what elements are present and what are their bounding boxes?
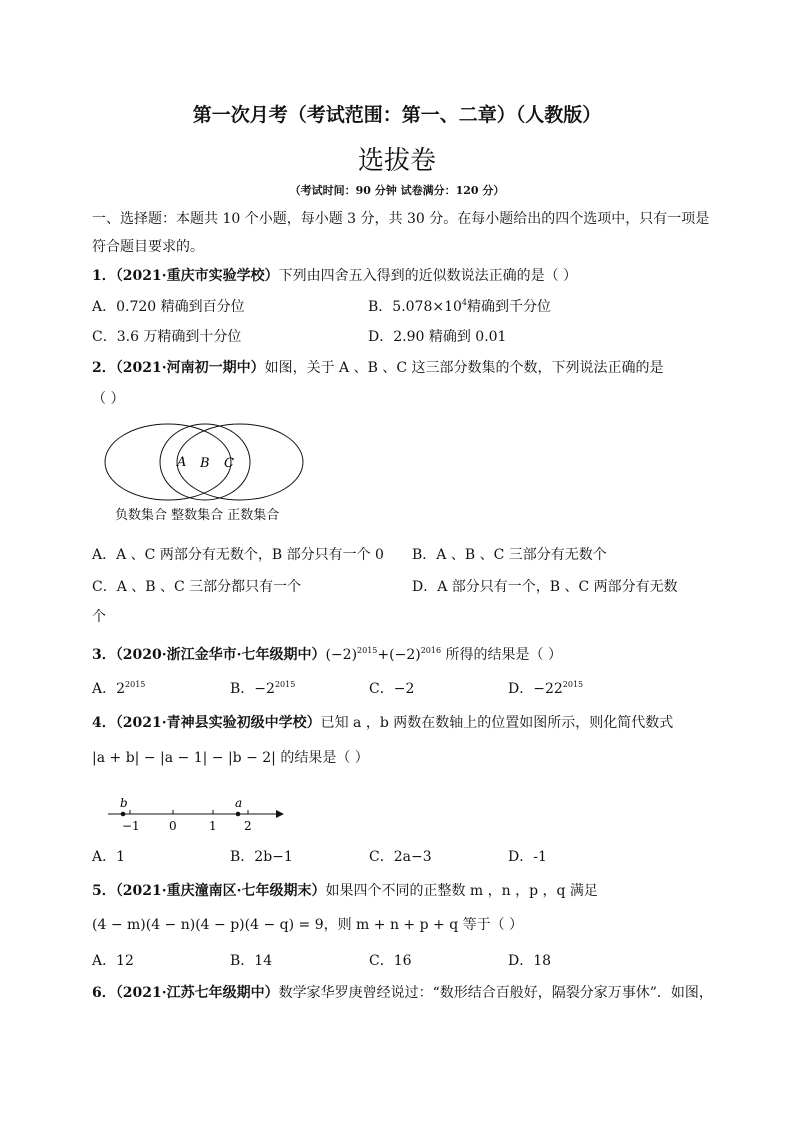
option-d: D．-1: [508, 849, 547, 865]
venn-label-b: B: [200, 456, 210, 471]
question-expression: (4 − m)(4 − n)(4 − p)(4 − q) = 9，则 m + n + p + q 等于（ ）: [92, 917, 524, 933]
question-stem: 如图，关于 A 、B 、C 这三部分数集的个数，下列说法正确的是: [264, 360, 664, 376]
tick-label: 2: [244, 819, 252, 833]
point-a: [236, 812, 241, 817]
arrow-right-icon: [276, 810, 284, 818]
question-5: [92, 881, 598, 901]
tick-label: 0: [169, 819, 177, 833]
question-expression: |a + b| − |a − 1| − |b − 2| 的结果是（ ）: [92, 750, 369, 766]
question-number: 3．: [92, 647, 116, 663]
question-source: （2021·江苏七年级期中）: [115, 985, 279, 1001]
question-1: [92, 266, 577, 286]
venn-circle-positive: [177, 424, 303, 500]
option-a: A．12: [92, 953, 134, 969]
question-stem: 数学家华罗庚曾经说过：“数形结合百般好，隔裂分家万事休”．如图，: [278, 985, 713, 1001]
tick-label: −1: [122, 819, 140, 833]
option-b: B．$-2^{2015}$: [230, 680, 296, 697]
label-b: b: [120, 796, 128, 810]
page-title: 第一次月考（考试范围：第一、二章）（人教版）: [192, 104, 602, 126]
option-d: D．A 部分只有一个，B 、C 两部分有无数: [412, 579, 678, 595]
tick-label: 1: [209, 819, 217, 833]
question-number: 5．: [92, 883, 116, 899]
page-subtitle: 选拔卷: [357, 146, 436, 176]
option-d: D．2.90 精确到 0.01: [368, 329, 507, 345]
question-source: （2020·浙江金华市·七年级期中）: [115, 647, 326, 663]
option-c: C．2a−3: [369, 849, 432, 865]
option-a: A．1: [92, 849, 126, 865]
venn-caption: 负数集合 整数集合 正数集合: [115, 508, 280, 523]
venn-circle-negative: [105, 424, 231, 500]
point-b: [121, 812, 126, 817]
option-a: A．0.720 精确到百分位: [92, 299, 245, 315]
option-b: B．A 、B 、C 三部分有无数个: [412, 547, 607, 563]
option-c: C．−2: [369, 681, 415, 697]
question-number: 4．: [92, 715, 116, 731]
option-d-cont: 个: [92, 609, 106, 625]
option-b: B．14: [230, 953, 273, 969]
label-a: a: [235, 796, 243, 810]
option-a: A．$2^{2015}$: [92, 680, 146, 697]
question-stem-cont: （ ）: [92, 391, 125, 407]
question-4: [92, 713, 673, 733]
venn-label-c: C: [224, 456, 234, 471]
question-stem: 如果四个不同的正整数 m ，n ，p ，q 满足: [325, 883, 598, 899]
option-a: A．A 、C 两部分有无数个，B 部分只有一个 0: [92, 547, 384, 563]
question-number: 1．: [92, 268, 116, 284]
question-source: （2021·重庆潼南区·七年级期末）: [115, 883, 326, 899]
option-c: C．16: [369, 953, 412, 969]
question-stem: 下列由四舍五入得到的近似数说法正确的是（ ）: [278, 268, 578, 284]
question-stem: 已知 a ，b 两数在数轴上的位置如图所示，则化简代数式: [320, 715, 674, 731]
option-c: C．A 、B 、C 三部分都只有一个: [92, 579, 302, 595]
question-source: （2021·河南初一期中）: [115, 360, 265, 376]
option-b: B．$5.078\times 10^4$精确到千分位: [368, 298, 552, 315]
question-6: [92, 983, 713, 1003]
option-c: C．3.6 万精确到十分位: [92, 329, 242, 345]
venn-diagram: [100, 420, 310, 504]
option-d: D．18: [508, 953, 552, 969]
venn-label-a: A: [177, 455, 187, 470]
question-source: （2021·重庆市实验学校）: [115, 268, 279, 284]
question-number: 2．: [92, 360, 116, 376]
question-2: [92, 358, 664, 378]
question-number: 6．: [92, 985, 116, 1001]
question-3: 3．（2020·浙江金华市·七年级期中）$(-2)^{2015}+(-2)^{2016}$ 所得的结果是（ ）: [92, 646, 562, 663]
option-d: D．$-22^{2015}$: [508, 680, 584, 697]
section-intro-line2: 符合题目要求的。: [92, 239, 204, 255]
section-intro-line1: 一、选择题：本题共 10 个小题，每小题 3 分，共 30 分。在每小题给出的四个选项中，只有一项是: [92, 211, 710, 227]
option-b: B．2b−1: [230, 849, 293, 865]
number-line: [100, 796, 290, 836]
exam-meta: （考试时间：90 分钟 试卷满分：120 分）: [289, 184, 505, 197]
question-source: （2021·青神县实验初级中学校）: [115, 715, 321, 731]
